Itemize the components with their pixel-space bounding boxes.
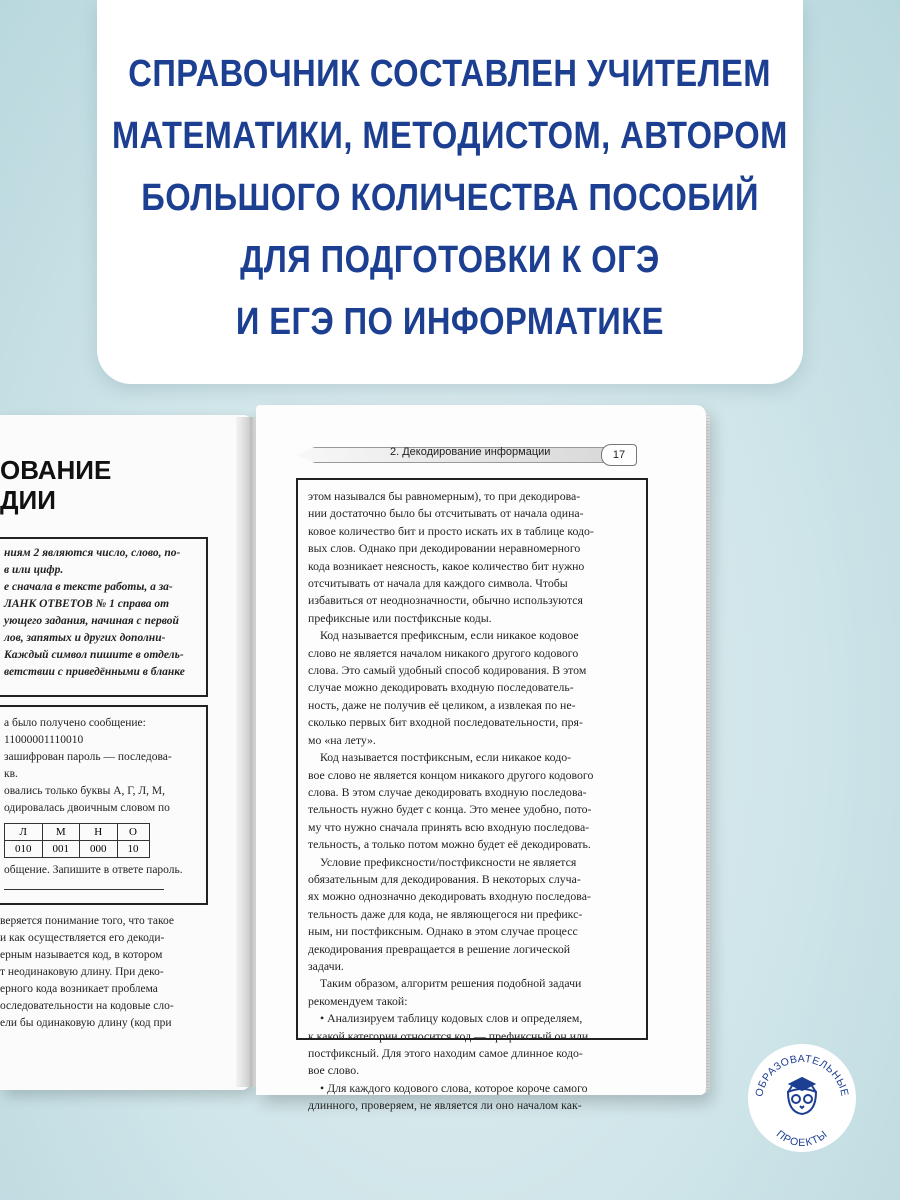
text-line: ность, даже не получив её целиком, а извлекая по не- — [308, 697, 576, 712]
instructions-line: ветствии с приведёнными в бланке — [4, 666, 185, 678]
text-frame — [296, 478, 648, 1113]
text-line: избавиться от неоднозначности, обычно используются — [308, 593, 583, 608]
answer-line — [4, 879, 164, 890]
page-number: 17 — [601, 444, 637, 466]
banner-line-1: СПРАВОЧНИК СОСТАВЛЕН УЧИТЕЛЕМ — [128, 53, 772, 95]
task-line: 11000001110010 — [4, 734, 84, 746]
text-line: длинного, проверяем, не является ли оно началом как- — [308, 1098, 582, 1113]
text-line: Код называется постфиксным, если никакое кодо- — [320, 750, 572, 765]
code-table-cell: 010 — [5, 841, 43, 858]
body-line: ерным называется код, в котором — [0, 949, 163, 961]
left-title-line-1: ОВАНИЕ — [0, 455, 112, 485]
text-line: к какой категории относится код — префиксный он или — [308, 1028, 589, 1043]
code-table — [4, 823, 150, 858]
text-line: рекомендуем такой: — [308, 993, 408, 1008]
logo-bottom-text: ПРОЕКТЫ — [773, 1128, 831, 1150]
banner-line-5: И ЕГЭ ПО ИНФОРМАТИКЕ — [236, 301, 664, 343]
text-line: постфиксный. Для этого находим самое длинное кодо- — [308, 1046, 583, 1060]
text-line: ковое количество бит и просто искать их в таблице кодо- — [308, 523, 594, 538]
instructions-line: лов, запятых и других дополни- — [4, 632, 166, 644]
task-line: одировалась двоичным словом по — [4, 802, 170, 814]
promo-banner — [97, 0, 803, 384]
task-box — [0, 705, 208, 905]
task-line: кв. — [4, 768, 18, 780]
instructions-line: ниям 2 являются число, слово, по- — [4, 547, 181, 559]
text-line: тельность даже для кода, не являющегося ни префикс- — [308, 906, 583, 921]
code-table-cell: 001 — [42, 841, 80, 858]
instructions-line: ующего задания, начиная с первой — [4, 615, 179, 627]
text-line: задачи. — [308, 958, 344, 973]
publisher-logo — [744, 1040, 860, 1156]
text-line: Код называется префиксным, если никакое кодовое — [320, 628, 579, 643]
instructions-box — [0, 537, 208, 697]
text-line: • Анализируем таблицу кодовых слов и определяем, — [320, 1011, 583, 1026]
text-line: кода возникает неясность, какое количество бит нужно — [308, 558, 585, 573]
text-line: Условие префиксности/постфиксности не является — [320, 854, 577, 869]
code-table-header: Л — [5, 824, 43, 841]
text-line: сколько первых бит входной последовательности, пря- — [308, 715, 583, 730]
left-page-title — [0, 455, 111, 515]
task-question: общение. Запишите в ответе пароль. — [4, 864, 183, 876]
task-line: зашифрован пароль — последова- — [4, 751, 172, 763]
instructions-line: е сначала в тексте работы, а за- — [4, 581, 173, 593]
text-line: тельность, а только потом можно будет её декодировать. — [308, 837, 591, 852]
code-table-header: М — [42, 824, 80, 841]
instructions-line: Каждый символ пишите в отдель- — [4, 649, 184, 661]
instructions-line: в или цифр. — [4, 564, 64, 576]
left-title-line-2: ДИИ — [0, 485, 56, 515]
text-line: префиксные или постфиксные коды. — [308, 610, 492, 625]
body-line: и как осуществляется его декоди- — [0, 932, 165, 944]
text-line: отсчитывать от начала для каждого символа. Чтобы — [308, 576, 568, 591]
instructions-line: ЛАНК ОТВЕТОВ № 1 справа от — [4, 598, 170, 610]
text-line: ным, ни постфиксным. Однако в этом случае процесс — [308, 924, 578, 939]
body-line: ерного кода возникает проблема — [0, 983, 158, 995]
body-line: ели бы одинаковую длину (код при — [0, 1017, 172, 1029]
banner-line-2: МАТЕМАТИКИ, МЕТОДИСТОМ, АВТОРОМ — [112, 115, 788, 157]
body-line: веряется понимание того, что такое — [0, 915, 174, 927]
banner-line-4: ДЛЯ ПОДГОТОВКИ К ОГЭ — [240, 239, 660, 281]
text-line: слова. Это самый удобный способ кодирования. В этом — [308, 663, 587, 678]
running-header — [296, 444, 636, 466]
logo-top-text: ОБРАЗОВАТЕЛЬНЫЕ — [753, 1052, 851, 1098]
text-line: • Для каждого кодового слова, которое короче самого — [320, 1080, 588, 1095]
banner-line-3: БОЛЬШОГО КОЛИЧЕСТВА ПОСОБИЙ — [141, 177, 759, 219]
text-line: слово не является началом никакого другого кодового — [308, 645, 579, 660]
text-line: случае можно декодировать входную последователь- — [308, 680, 574, 695]
code-table-cell: 000 — [80, 841, 118, 858]
code-table-header: Н — [80, 824, 118, 841]
code-table-header: О — [117, 824, 149, 841]
task-line: овались только буквы А, Г, Л, М, — [4, 785, 166, 797]
text-line: тельность нужно будет с конца. Это менее удобно, пото- — [308, 802, 592, 817]
text-line: мо «на лету». — [308, 732, 376, 747]
text-line: нии достаточно было бы отсчитывать от начала одина- — [308, 506, 584, 521]
body-line: оследовательности на кодовые сло- — [0, 1000, 174, 1012]
left-page — [0, 415, 250, 1090]
text-line: декодирования превращается в решение логической — [308, 941, 571, 956]
text-line: обязательным для декодирования. В некоторых случа- — [308, 871, 581, 886]
text-line: слова. В этом случае декодировать входную последова- — [308, 784, 587, 799]
text-line: вое слово. — [308, 1063, 360, 1078]
text-line: му что нужно сначала принять всю входную последова- — [308, 819, 590, 834]
text-line: этом назывался бы равномерным), то при декодирова- — [308, 489, 581, 503]
task-line: а было получено сообщение: — [4, 717, 146, 729]
text-line: Таким образом, алгоритм решения подобной задачи — [320, 976, 582, 991]
text-line: ях можно однозначно декодировать входную последова- — [308, 889, 591, 904]
body-line: т неодинаковую длину. При деко- — [0, 966, 164, 978]
text-line: вых слов. Однако при декодировании неравномерного — [308, 541, 581, 556]
chapter-title: 2. Декодирование информации — [390, 446, 551, 458]
code-table-cell: 10 — [117, 841, 149, 858]
text-line: вое слово не является концом никакого другого кодового — [308, 767, 594, 782]
left-body-text — [0, 913, 205, 1032]
